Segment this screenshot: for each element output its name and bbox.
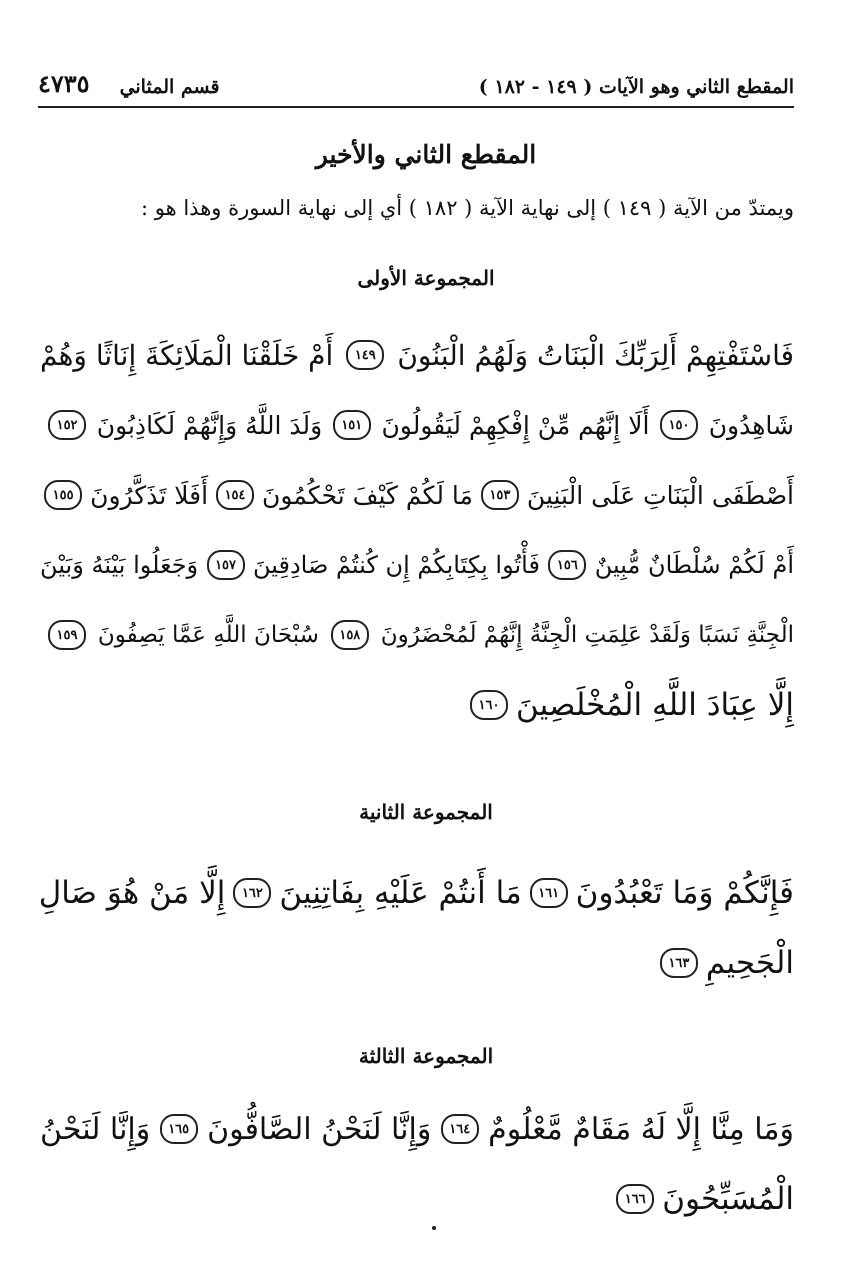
verse-text: وَإِنَّا لَنَحْنُ الصَّافُّونَ	[207, 1111, 432, 1147]
ayah-number-marker: ١٦٢	[233, 878, 271, 908]
group-title: المجموعة الثانية	[359, 800, 493, 824]
ayah-number-marker: ١٦٠	[470, 690, 508, 720]
ayah-number-marker: ١٥١	[333, 410, 371, 440]
section-intro: ويمتدّ من الآية ( ١٤٩ ) إلى نهاية الآية ( ١٨٢ ) أي إلى نهاية السورة وهذا هو :	[140, 196, 794, 220]
verse-text: وَمَا مِنَّا إِلَّا لَهُ مَقَامٌ مَّعْلُومٌ	[488, 1111, 794, 1147]
verse-text: إِلَّا عِبَادَ اللَّهِ الْمُخْلَصِينَ	[516, 687, 794, 723]
running-title: المقطع الثاني وهو الآيات ( ١٤٩ - ١٨٢ )	[478, 76, 794, 98]
verse-block	[40, 1094, 794, 1234]
ayah-number-marker: ١٦١	[530, 878, 568, 908]
verse-line	[40, 858, 794, 928]
footer-dot	[432, 1226, 436, 1230]
verse-text: فَأْتُوا بِكِتَابِكُمْ إِن كُنتُمْ صَادِقِينَ	[252, 551, 540, 579]
page-number: ٤٧٣٥	[38, 69, 90, 98]
ayah-number-marker: ١٦٦	[616, 1184, 654, 1214]
verse-text: وَجَعَلُوا بَيْنَهُ وَبَيْنَ	[40, 551, 199, 579]
verse-text: إِلَّا مَنْ هُوَ صَالِ	[38, 875, 226, 911]
header-rule	[38, 106, 794, 108]
verse-text: فَاسْتَفْتِهِمْ أَلِرَبِّكَ الْبَنَاتُ وَلَهُمُ الْبَنُونَ	[397, 338, 794, 372]
ayah-number-marker: ١٥٤	[216, 480, 254, 510]
verse-line	[40, 460, 794, 530]
verse-text: الْجَحِيمِ	[705, 945, 794, 981]
verse-text: شَاهِدُونَ	[708, 410, 794, 440]
ayah-number-marker: ١٤٩	[346, 340, 384, 370]
header-left-group	[38, 69, 220, 98]
verse-line	[40, 600, 794, 670]
ayah-number-marker: ١٥٦	[548, 550, 586, 580]
ayah-number-marker: ١٥٨	[331, 620, 369, 650]
ayah-number-marker: ١٦٣	[660, 948, 698, 978]
verse-text: أَفَلَا تَذَكَّرُونَ	[90, 480, 209, 510]
verse-text: وَلَدَ اللَّهُ وَإِنَّهُمْ لَكَاذِبُونَ	[96, 410, 323, 440]
verse-text: وَإِنَّا لَنَحْنُ	[40, 1111, 151, 1147]
part-label: قسم المثاني	[119, 76, 220, 98]
ayah-number-marker: ١٥٣	[481, 480, 519, 510]
verse-block	[40, 320, 794, 740]
verse-text: مَا لَكُمْ كَيْفَ تَحْكُمُونَ	[262, 480, 473, 510]
ayah-number-marker: ١٥٥	[44, 480, 82, 510]
verse-text: أَلَا إِنَّهُم مِّنْ إِفْكِهِمْ لَيَقُولُونَ	[381, 410, 650, 440]
verse-line	[40, 1164, 794, 1234]
ayah-number-marker: ١٥٩	[48, 620, 86, 650]
verse-line	[40, 320, 794, 390]
section-title: المقطع الثاني والأخير	[315, 140, 537, 169]
verse-line	[40, 530, 794, 600]
verse-line	[40, 928, 794, 998]
running-header	[38, 62, 794, 98]
ayah-number-marker: ١٥٧	[207, 550, 245, 580]
ayah-number-marker: ١٥٢	[48, 410, 86, 440]
verse-text: أَمْ لَكُمْ سُلْطَانٌ مُّبِينٌ	[594, 551, 794, 579]
verse-text: أَمْ خَلَقْنَا الْمَلَائِكَةَ إِنَاثًا وَهُمْ	[40, 338, 334, 372]
verse-line	[40, 670, 794, 740]
group-title: المجموعة الثالثة	[358, 1044, 494, 1068]
verse-text: مَا أَنتُمْ عَلَيْهِ بِفَاتِنِينَ	[279, 875, 522, 911]
verse-line	[40, 1094, 794, 1164]
ayah-number-marker: ١٦٤	[441, 1114, 479, 1144]
ayah-number-marker: ١٥٠	[660, 410, 698, 440]
verse-text: سُبْحَانَ اللَّهِ عَمَّا يَصِفُونَ	[97, 622, 319, 648]
ayah-number-marker: ١٦٥	[160, 1114, 198, 1144]
verse-text: الْمُسَبِّحُونَ	[662, 1181, 794, 1217]
verse-text: الْجِنَّةِ نَسَبًا وَلَقَدْ عَلِمَتِ الْجِنَّةُ إِنَّهُمْ لَمُحْضَرُونَ	[380, 622, 794, 648]
verse-block	[40, 858, 794, 998]
group-title: المجموعة الأولى	[357, 266, 495, 290]
verse-text: فَإِنَّكُمْ وَمَا تَعْبُدُونَ	[575, 875, 794, 911]
verse-line	[40, 390, 794, 460]
verse-text: أَصْطَفَى الْبَنَاتِ عَلَى الْبَنِينَ	[526, 480, 794, 510]
